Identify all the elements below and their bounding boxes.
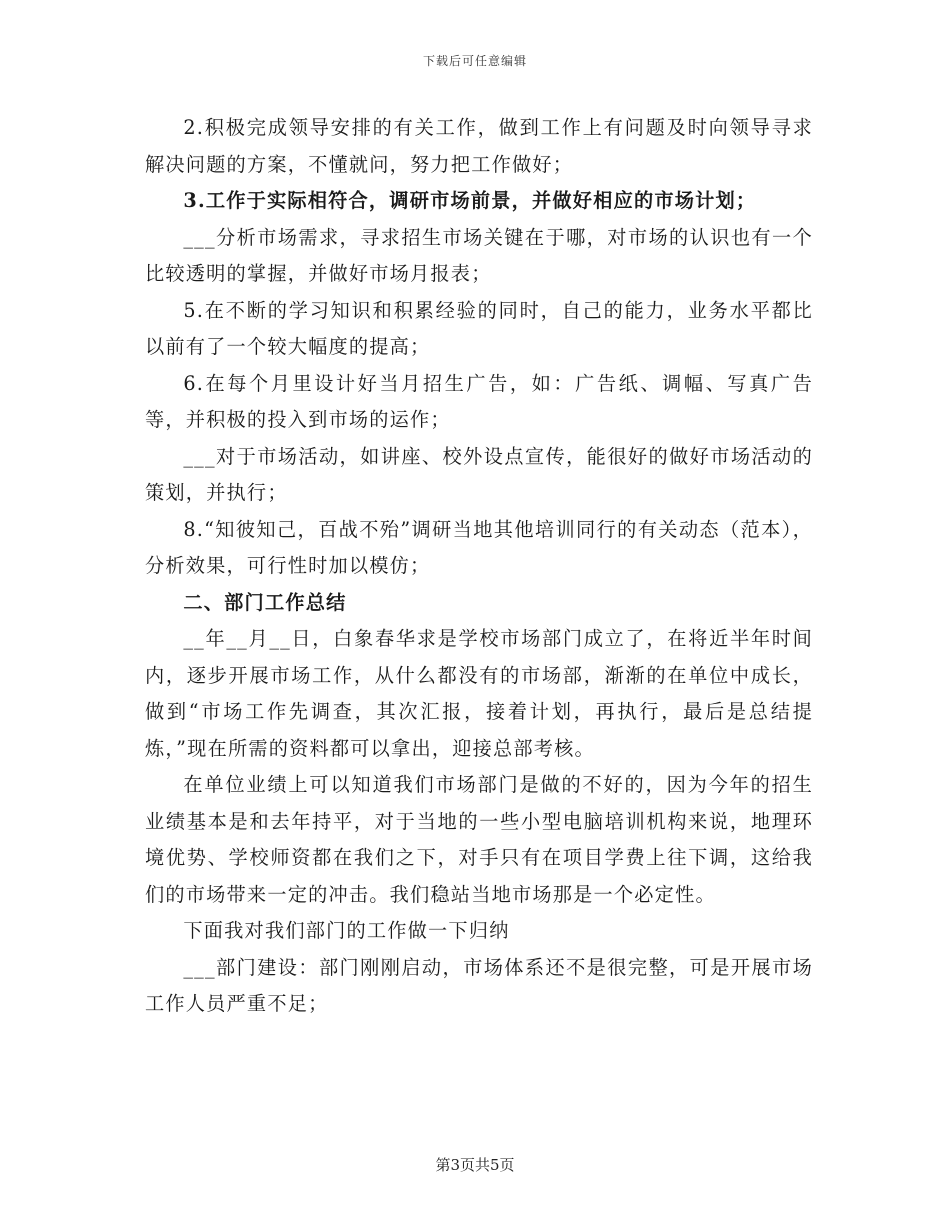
paragraph-2: 3.工作于实际相符合，调研市场前景，并做好相应的市场计划； <box>183 189 757 212</box>
paragraph-9: 在单位业绩上可以知道我们市场部门是做的不好的，因为今年的招生业绩基本是和去年持平，对于当地的一些小型电脑培训机构来说，地理环境优势、学校师资都在我们之下，对手只有在项目学费上往下调，这给我们的市场带来一定的冲击。我们稳站当地市场那是一个必定性。 <box>145 773 813 906</box>
paragraph-3: ___分析市场需求，寻求招生市场关键在于哪，对市场的认识也有一个比较透明的掌握，并做好市场月报表； <box>145 225 813 285</box>
paragraph-1: 2.积极完成领导安排的有关工作，做到工作上有问题及时向领导寻求解决问题的方案，不懂就问，努力把工作做好； <box>145 116 813 176</box>
document-body <box>145 110 813 1023</box>
paragraph-7: 8.“知彼知己，百战不殆”调研当地其他培训同行的有关动态（范本），分析效果，可行性时加以模仿； <box>145 517 813 577</box>
page-header: 下载后可任意编辑 <box>422 54 527 68</box>
page-footer: 第3页共5页 <box>435 1156 515 1174</box>
paragraph-6: ___对于市场活动，如讲座、校外设点宣传，能很好的做好市场活动的策划，并执行； <box>145 444 813 504</box>
paragraph-5: 6.在每个月里设计好当月招生广告，如：广告纸、调幅、写真广告等，并积极的投入到市场的运作； <box>145 371 813 431</box>
paragraph-8: __年__月__日，白象春华求是学校市场部门成立了，在将近半年时间内，逐步开展市场工作，从什么都没有的市场部，渐渐的在单位中成长，做到“市场工作先调查，其次汇报，接着计划，再执行，最后是总结提炼，”现在所需的资料都可以拿出，迎接总部考核。 <box>145 627 813 760</box>
paragraph-10: 下面我对我们部门的工作做一下归纳 <box>183 919 510 942</box>
paragraph-4: 5.在不断的学习知识和积累经验的同时，自己的能力，业务水平都比以前有了一个较大幅度的提高； <box>145 298 813 358</box>
paragraph-11: ___部门建设：部门刚刚启动，市场体系还不是很完整，可是开展市场工作人员严重不足； <box>145 955 813 1015</box>
section-heading: 二、部门工作总结 <box>183 590 347 614</box>
